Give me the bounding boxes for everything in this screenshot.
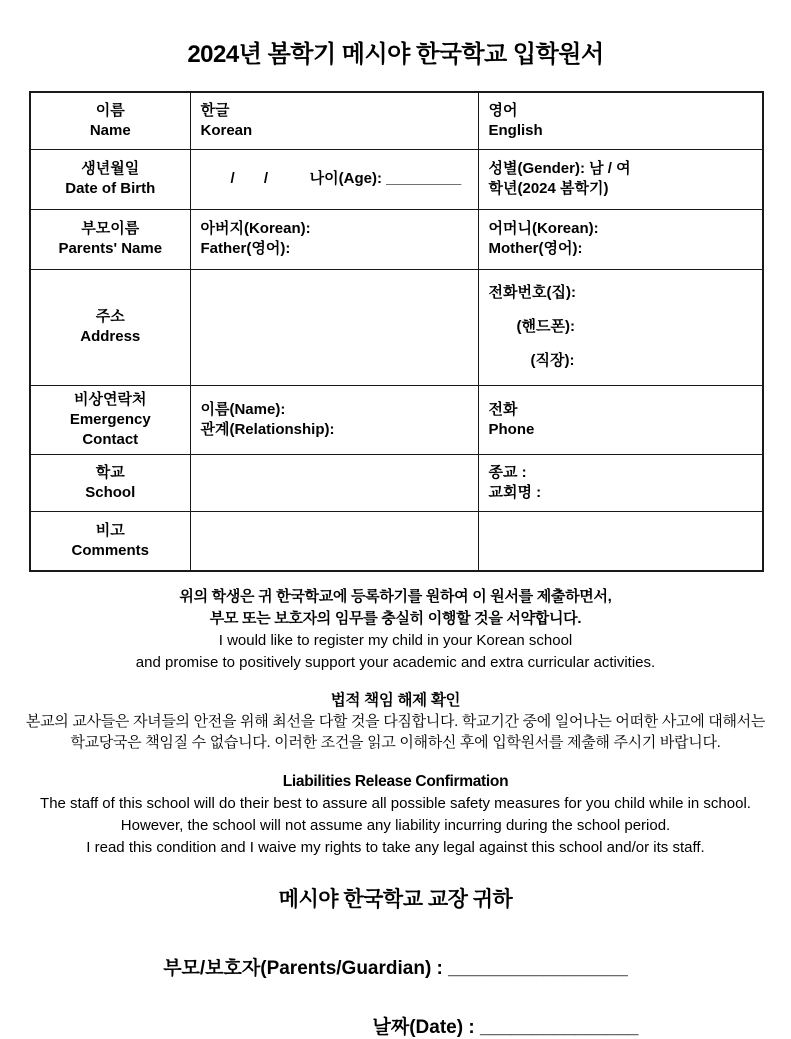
emergency-phone-korean: 전화 xyxy=(488,400,518,418)
date-signature-line xyxy=(220,1012,791,1039)
emergency-label-korean: 비상연락처 xyxy=(74,390,147,408)
pledge-korean-line1: 위의 학생은 귀 한국학교에 등록하기를 원하여 이 원서를 제출하면서, xyxy=(179,587,612,605)
school-label-korean: 학교 xyxy=(95,464,125,481)
dob-row-label xyxy=(30,149,190,209)
gender-line: 성별(Gender): 남 / 여 xyxy=(488,159,631,177)
emergency-phone-english: Phone xyxy=(488,420,535,438)
emergency-label-english: Emergency Contact xyxy=(69,410,151,448)
table-row-school xyxy=(30,455,763,512)
korean-name-sublabel: Korean xyxy=(200,121,253,139)
liabilities-release-section xyxy=(0,771,791,859)
liabilities-line3: I read this condition and I waive my rights to take any legal against this school and/or its staff. xyxy=(86,838,705,856)
table-row-name xyxy=(30,92,763,149)
date-age-fill-line: / / 나이(Age): _________ xyxy=(230,169,462,187)
parents-label-english: Parents' Name xyxy=(58,240,163,257)
parents-signature-line xyxy=(0,953,791,980)
page-title: 2024년 봄학기 메시야 한국학교 입학원서 xyxy=(187,41,604,68)
parents-signature-label: 부모/보호자(Parents/Guardian) : xyxy=(163,957,449,979)
parents-label-korean: 부모이름 xyxy=(81,219,140,237)
mother-english-line: Mother(영어): xyxy=(488,240,583,257)
liabilities-heading: Liabilities Release Confirmation xyxy=(282,772,509,790)
mother-cell xyxy=(478,209,763,269)
emergency-relationship-line: 관계(Relationship): xyxy=(200,420,335,438)
school-row-label xyxy=(30,455,190,512)
dob-date-age-cell xyxy=(190,149,478,209)
address-row-label xyxy=(30,269,190,385)
table-row-parents-name xyxy=(30,209,763,269)
home-phone-line: 전화번호(집): xyxy=(488,284,576,301)
english-name-label: 영어 xyxy=(488,101,518,119)
address-label-korean: 주소 xyxy=(95,307,125,325)
name-row-label xyxy=(30,92,190,149)
legal-release-korean-section xyxy=(0,690,791,753)
gender-grade-cell xyxy=(478,149,763,209)
parents-signature-blank: _________________ xyxy=(448,957,628,979)
father-cell xyxy=(190,209,478,269)
dob-label-english: Date of Birth xyxy=(65,180,156,197)
comments-fill-cell xyxy=(190,512,478,571)
address-label-english: Address xyxy=(80,328,141,345)
table-row-emergency-contact xyxy=(30,385,763,455)
closing-addressee: 메시야 한국학교 교장 귀하 xyxy=(278,887,513,911)
father-english-line: Father(영어): xyxy=(200,240,291,257)
parents-row-label xyxy=(30,209,190,269)
legal-korean-line1: 본교의 교사들은 자녀들의 안전을 위해 최선을 다할 것을 다짐합니다. 학교기간 중에 일어나는 어떠한 사고에 대해서는 xyxy=(25,712,766,730)
application-table xyxy=(29,91,764,572)
religion-church-cell xyxy=(478,455,763,512)
grade-line: 학년(2024 봄학기) xyxy=(488,180,609,197)
registration-pledge xyxy=(0,586,791,674)
pledge-english-line2: and promise to positively support your academic and extra curricular activities. xyxy=(135,653,656,671)
legal-korean-heading: 법적 책임 해제 확인 xyxy=(330,691,461,709)
mother-korean-line: 어머니(Korean): xyxy=(488,219,599,237)
religion-line: 종교 : xyxy=(488,464,527,481)
korean-name-label: 한글 xyxy=(200,101,230,119)
work-phone-line: (직장): xyxy=(530,352,575,369)
cell-phone-line: (핸드폰): xyxy=(516,318,575,335)
school-label-english: School xyxy=(85,484,136,502)
name-korean-cell xyxy=(190,92,478,149)
church-name-line: 교회명 : xyxy=(488,484,542,502)
table-row-address xyxy=(30,269,763,385)
name-label-english: Name xyxy=(89,121,131,139)
name-label-korean: 이름 xyxy=(95,101,125,119)
comments-row-label xyxy=(30,512,190,571)
date-signature-blank: _______________ xyxy=(479,1016,639,1038)
phone-numbers-cell xyxy=(478,269,763,385)
emergency-phone-cell xyxy=(478,385,763,455)
comments-label-korean: 비고 xyxy=(95,521,125,539)
liabilities-line1: The staff of this school will do their best to assure all possible safety measures for you child while in school. xyxy=(40,794,751,812)
emergency-name-relationship-cell xyxy=(190,385,478,455)
emergency-name-line: 이름(Name): xyxy=(200,400,286,418)
address-fill-cell xyxy=(190,269,478,385)
english-name-sublabel: English xyxy=(488,121,543,139)
liabilities-line2: However, the school will not assume any liability incurring during the school period. xyxy=(120,816,671,834)
name-english-cell xyxy=(478,92,763,149)
pledge-korean-line2: 부모 또는 보호자의 임무를 충실히 이행할 것을 서약합니다. xyxy=(209,609,582,627)
emergency-row-label xyxy=(30,385,190,455)
school-fill-cell xyxy=(190,455,478,512)
date-signature-label: 날짜(Date) : xyxy=(372,1016,480,1038)
table-row-comments xyxy=(30,512,763,571)
comments-fill-cell-right xyxy=(478,512,763,571)
dob-label-korean: 생년월일 xyxy=(81,159,140,177)
table-row-date-of-birth xyxy=(30,149,763,209)
pledge-english-line1: I would like to register my child in your Korean school xyxy=(218,631,573,649)
legal-korean-line2: 학교당국은 책임질 수 없습니다. 이러한 조건을 읽고 이해하신 후에 입학원서를 제출해 주시기 바랍니다. xyxy=(70,733,721,751)
comments-label-english: Comments xyxy=(71,542,149,559)
father-korean-line: 아버지(Korean): xyxy=(200,219,311,237)
